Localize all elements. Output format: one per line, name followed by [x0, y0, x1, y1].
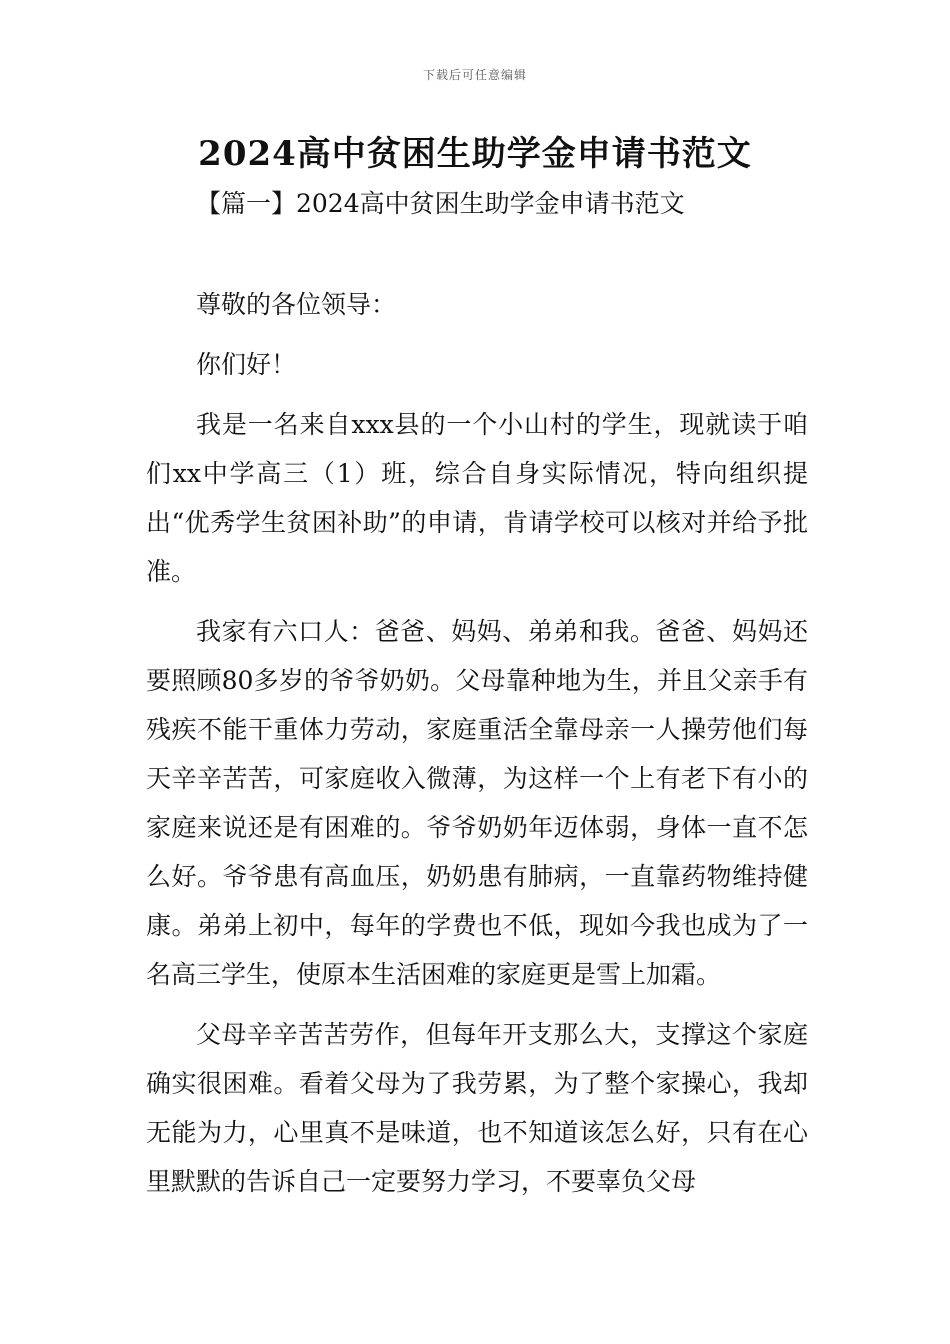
header-note: 下载后可任意编辑	[422, 68, 527, 82]
family-paragraph: 我家有六口人：爸爸、妈妈、弟弟和我。爸爸、妈妈还要照顾80多岁的爷爷奶奶。父母靠种地为生，并且父亲手有残疾不能干重体力劳动，家庭重活全靠母亲一人操劳他们每天辛辛苦苦，可家庭收入微薄，为这样一个上有老下有小的家庭来说还是有困难的。爷爷奶奶年迈体弱，身体一直不怎么好。爷爷患有高血压，奶奶患有肺病，一直靠药物维持健康。弟弟上初中，每年的学费也不低，现如今我也成为了一名高三学生，使原本生活困难的家庭更是雪上加霜。	[146, 617, 808, 989]
intro-paragraph: 我是一名来自xxx县的一个小山村的学生，现就读于咱们xx中学高三（1）班，综合自身实际情况，特向组织提出“优秀学生贫困补助”的申请，肯请学校可以核对并给予批准。	[146, 410, 808, 586]
document-body	[146, 280, 808, 1206]
salutation-paragraph: 尊敬的各位领导：	[196, 290, 397, 319]
hardship-paragraph: 父母辛辛苦苦劳作，但每年开支那么大，支撑这个家庭确实很困难。看着父母为了我劳累，为了整个家操心，我却无能为力，心里真不是味道，也不知道该怎么好，只有在心里默默的告诉自己一定要努力学习，不要辜负父母	[146, 1020, 808, 1196]
document-title: 2024高中贫困生助学金申请书范文	[198, 134, 752, 174]
greeting-paragraph: 你们好！	[196, 350, 297, 379]
section-subtitle: 【篇一】2024高中贫困生助学金申请书范文	[196, 189, 685, 218]
